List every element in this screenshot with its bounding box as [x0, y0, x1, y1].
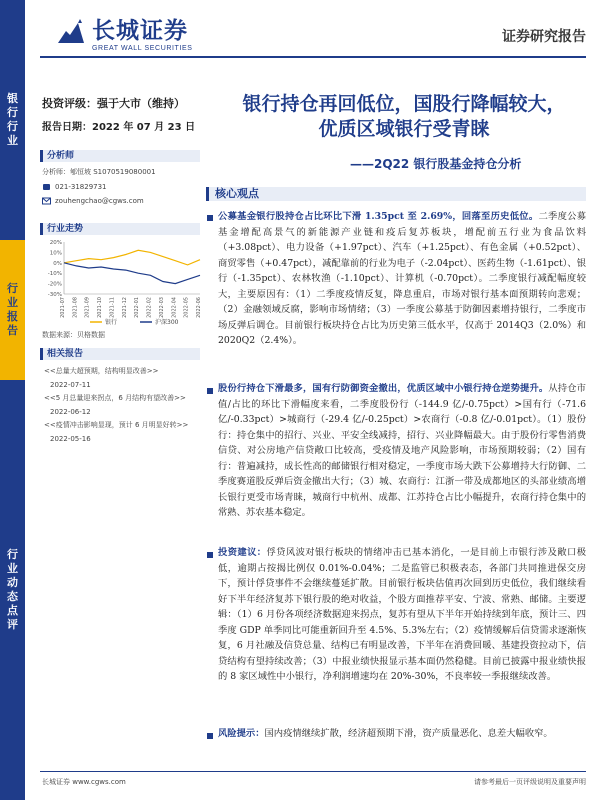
phone-icon: [42, 183, 51, 191]
industry-trend-chart: [40, 238, 205, 328]
x-tick-label: 2021-09: [84, 297, 91, 318]
y-tick-label: 20%: [49, 240, 62, 246]
bullet-icon: [207, 215, 213, 221]
x-tick-label: 2022-06: [196, 297, 202, 318]
related-date: 2022-05-16: [50, 434, 91, 443]
legend-label: 银行: [105, 319, 118, 326]
series-line-bank: [64, 250, 200, 265]
footer-disclaimer: 请参考最后一页评级说明及重要声明: [474, 778, 586, 786]
paragraph-fund-holdings: [218, 209, 586, 357]
y-tick-label: -30%: [47, 292, 62, 298]
y-tick-label: -10%: [47, 271, 62, 278]
paragraph-lead: 公募基金银行股持仓占比环比下滑 1.35pct 至 2.69%，回落至历史低位。: [218, 211, 539, 222]
y-tick-label: -20%: [47, 281, 62, 288]
paragraph-investment-advice: [218, 545, 586, 723]
x-tick-label: 2022-01: [134, 297, 141, 318]
analyst-email-row: [42, 197, 144, 205]
paragraph-risk: [218, 726, 586, 758]
related-date: 2022-06-12: [50, 407, 91, 416]
x-tick-label: 2021-12: [121, 297, 128, 318]
core-view-heading: 核心观点: [206, 187, 586, 201]
rating-row: [42, 95, 185, 111]
report-subtitle: ——2Q22 银行股基金持仓分析: [350, 157, 522, 171]
date-value: 2022 年 07 月 23 日: [92, 122, 196, 133]
paragraph-body: 国内疫情继续扩散，经济超预期下滑，资产质量恶化、息差大幅收窄。: [264, 728, 553, 739]
bullet-icon: [207, 733, 213, 739]
x-tick-label: 2021-07: [60, 297, 66, 318]
paragraph-lead: 投资建议：: [218, 547, 267, 558]
paragraph-body: 二季度公募基金增配高景气的新能源产业链和疫后复苏板块，增配前五行业为食品饮料（+3.08pct）、电力设备（+1.97pct）、汽车（+1.25pct）、有色金属（+0.52pct）、商贸零售（+0.47pct），减配靠前的行业为电子（-2.04pct）、医药生物（-1.61pct）、银行（-1.35pct）、农林牧渔（-1.10pct）、计算机（-0.70pct）。二季度银行减配幅度较大，主要原因有：（1）二季度疫情反复，降息重启，市场对银行基本面预期转向悲观；（2）金融领域反腐，影响市场情绪；（3）一季度公募基于防御因素增持银行，二季度市场反弹后调仓。目前银行板块持仓占比为历史第三低水平，仅高于 2014Q3（2.0%）和 2020Q2（2.4%）。: [218, 211, 586, 346]
report-title-line2: 优质区域银行受青睐: [318, 118, 490, 140]
report-title-line1: 银行持仓再回低位，国股行降幅较大，: [242, 93, 566, 115]
great-wall-logo-icon: [56, 17, 86, 47]
analyst-phone-row: [42, 183, 107, 191]
rating-value: 强于大市（维持）: [97, 97, 185, 110]
header-divider: [40, 56, 586, 58]
y-tick-label: 10%: [49, 250, 62, 257]
paragraph-body: 俘贷风波对银行板块的情绪冲击已基本消化，一是目前上市银行涉及敞口极低，逾期占按揭比例仅 0.01%-0.04%；二是监管已积极表态，各部门共同推进保交房下，预计俘贷事件不会继续蔓延扩散。目前银行板块估值再次回到历史低位，我们继续看好下半年经济复苏下银行股的绝对收益，个股方面推荐平安、宁波、常熟、邮储。主要逻辑：（1）6 月份各项经济数据迎来拐点，复苏有望从下半年开始持续到年底，预计三、四季度 GDP 单季同比可能重新回升至 4.5%、5.3%左右；（2）疫情缓解后信贷需求逐渐恢复，6 月社融及信贷总量、结构已有明显改善，下半年在消费回暖、基建投资拉动下，信贷结构有望持续改善；（3）中报业绩快报显示基本面仍然稳健。目前已披露中报业绩快报的 8 家区域性中小银行，净利润增速均在 20%-30%，不良率较一季报继续改善。: [218, 547, 586, 682]
related-list: [44, 365, 204, 446]
x-tick-label: 2022-05: [183, 297, 190, 318]
trend-section-title: 行业走势: [40, 223, 200, 235]
date-label: 报告日期：: [42, 122, 92, 133]
strip-review-block: [0, 380, 25, 800]
x-tick-label: 2022-02: [146, 297, 153, 318]
x-tick-label: 2022-04: [171, 297, 178, 318]
report-title: [214, 92, 594, 142]
strip-review-label: 行业动态点评: [7, 548, 18, 631]
analyst-phone: 021-31829731: [55, 183, 107, 191]
email-icon: [42, 197, 51, 205]
paragraph-body: 从持仓市值/占比的环比下滑幅度来看，二季度股份行（-144.9 亿/-0.75pct）>国有行（-71.6 亿/-0.33pct）>城商行（-29.4 亿/-0.25pct）>农商行（-0.8 亿/-0.01pct）。（1）股份行：持仓集中的招行、兴业、平安全线减持，招行、兴业降幅最大。由于股份行零售消费信贷、对公房地产信贷敞口比较高，受疫情及地产风险影响，市场预期较弱；（2）国有行：普遍减持，成长性高的邮储银行相对稳定，一季度市场大跌下公募增持大行防御、二季度赛道股反弹后资金撤出大行；（3）城、农商行：江浙一带及成都地区的头部业绩高增长银行更受市场青睐，城商行中杭州、成都、江苏持仓占比小幅提升，农商行持仓集中的常熟、苏农基本稳定。: [218, 383, 586, 518]
x-tick-label: 2022-03: [158, 297, 165, 318]
date-row: [42, 118, 195, 133]
legend-label: 沪深300: [155, 319, 179, 326]
related-item[interactable]: <<总量大超预期，结构明显改善>>: [44, 367, 159, 375]
related-item[interactable]: <<5 月总量迎来拐点，6 月结构有望改善>>: [44, 394, 186, 402]
x-tick-label: 2021-10: [97, 297, 104, 318]
strip-report-block: [0, 240, 25, 380]
analyst-email: zouhengchao@cgws.com: [55, 197, 144, 205]
bullet-icon: [207, 552, 213, 558]
trend-source: 数据来源：贝格数据: [42, 331, 105, 339]
report-type: 证券研究报告: [502, 29, 586, 45]
x-tick-label: 2021-11: [109, 297, 116, 318]
related-section-title: 相关报告: [40, 348, 200, 360]
brand-logo: [56, 14, 193, 50]
brand-name: 长城证券: [92, 18, 188, 44]
y-tick-label: 0%: [53, 260, 62, 267]
paragraph-lead: 股份行持仓下滑最多，国有行防御资金撤出，优质区域中小银行持仓逆势提升。: [218, 383, 549, 394]
analyst-name: 分析师：郇恒坡 S1070519080001: [42, 168, 156, 176]
paragraph-lead: 风险提示：: [218, 728, 265, 739]
series-line-hs300: [64, 263, 200, 284]
x-tick-label: 2021-08: [72, 297, 79, 318]
strip-industry-label: 银行行业: [7, 92, 18, 147]
bullet-icon: [207, 388, 213, 394]
paragraph-bank-types: [218, 381, 586, 539]
analyst-section-title: 分析师: [40, 150, 200, 162]
left-strip: [0, 0, 25, 800]
strip-report-label: 行业报告: [7, 282, 18, 337]
rating-label: 投资评级：: [42, 97, 97, 110]
strip-industry-block: [0, 0, 25, 240]
related-item[interactable]: <<疫情冲击影响显现，预计 6 月明显好转>>: [44, 421, 189, 429]
footer-divider: [40, 771, 586, 772]
footer-url[interactable]: 长城证券 www.cgws.com: [42, 778, 126, 786]
related-date: 2022-07-11: [50, 380, 91, 389]
brand-name-en: GREAT WALL SECURITIES: [92, 45, 193, 52]
